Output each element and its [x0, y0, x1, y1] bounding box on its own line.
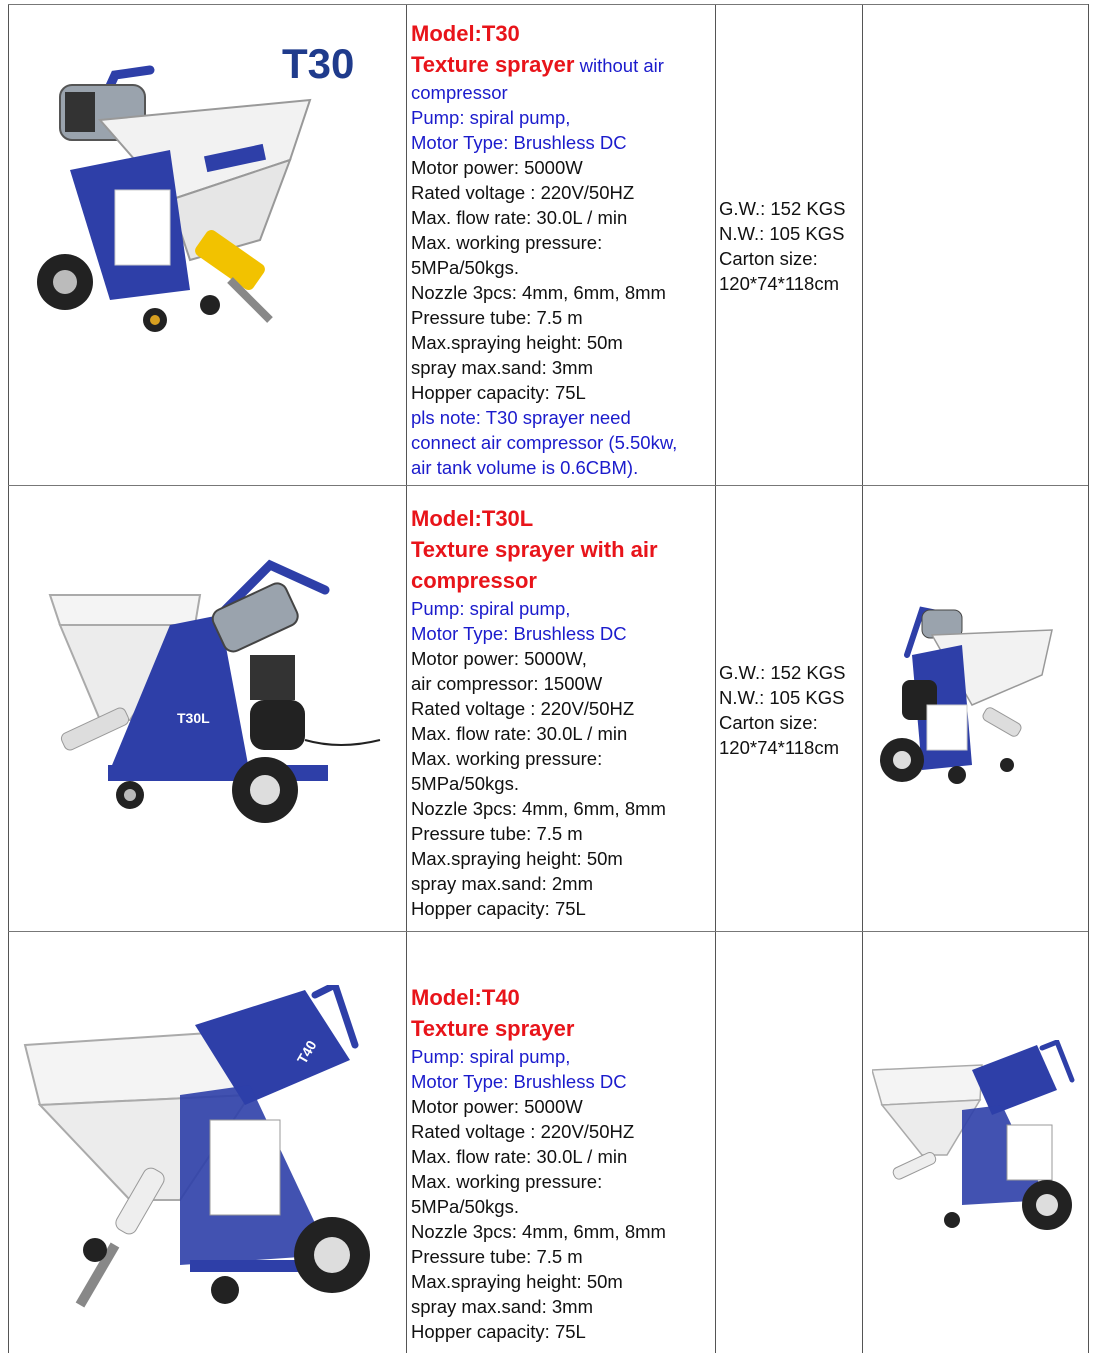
- note-line: pls note: T30 sprayer need: [411, 407, 631, 428]
- spec-text-t30: [411, 18, 711, 480]
- table-border-left: [8, 4, 9, 1353]
- spec-line: Motor power: 5000W,: [411, 648, 587, 669]
- spec-line: Pump: spiral pump,: [411, 1046, 571, 1067]
- spec-line: Max. working pressure:: [411, 1171, 603, 1192]
- spec-line: Max. flow rate: 30.0L / min: [411, 723, 628, 744]
- column-divider: [406, 4, 407, 1353]
- product-type: Texture sprayer: [411, 1016, 575, 1041]
- spec-line: Rated voltage : 220V/50HZ: [411, 698, 635, 719]
- spec-line: Max. working pressure:: [411, 748, 603, 769]
- packing-info-t30: [719, 196, 859, 296]
- spec-line: Motor Type: Brushless DC: [411, 1071, 627, 1092]
- spec-line: Motor power: 5000W: [411, 157, 583, 178]
- spec-line: Hopper capacity: 75L: [411, 1321, 586, 1342]
- model-label-t30l: T30L: [177, 710, 210, 726]
- spec-line: Max.spraying height: 50m: [411, 1271, 623, 1292]
- product-type-note: without air: [574, 55, 664, 76]
- model-label-t40: T40: [293, 1037, 320, 1067]
- product-type-line: [411, 49, 711, 80]
- column-divider: [715, 4, 716, 1353]
- note-line: air tank volume is 0.6CBM).: [411, 457, 639, 478]
- row-divider: [8, 4, 1088, 5]
- spec-line: Nozzle 3pcs: 4mm, 6mm, 8mm: [411, 1221, 666, 1242]
- spec-text-t30l: [411, 503, 711, 921]
- product-photo-t40-alt: [872, 1040, 1082, 1240]
- spec-line: 5MPa/50kgs.: [411, 773, 519, 794]
- spec-line: Hopper capacity: 75L: [411, 382, 586, 403]
- column-divider: [862, 4, 863, 1353]
- model-label-t30: T30: [282, 40, 355, 87]
- product-photo-t30l: [20, 555, 390, 845]
- spec-line: Rated voltage : 220V/50HZ: [411, 182, 635, 203]
- gross-weight: G.W.: 152 KGS: [719, 198, 846, 219]
- product-type: compressor: [411, 568, 537, 593]
- net-weight: N.W.: 105 KGS: [719, 223, 845, 244]
- model-title: Model:T30: [411, 21, 520, 46]
- spec-line: spray max.sand: 2mm: [411, 873, 593, 894]
- spec-line: 5MPa/50kgs.: [411, 257, 519, 278]
- spec-line: Rated voltage : 220V/50HZ: [411, 1121, 635, 1142]
- carton-size-value: 120*74*118cm: [719, 273, 839, 294]
- model-title: Model:T30L: [411, 506, 534, 531]
- spec-line: Max. flow rate: 30.0L / min: [411, 1146, 628, 1167]
- spec-line: Pressure tube: 7.5 m: [411, 823, 583, 844]
- row-divider: [8, 485, 1088, 486]
- spec-line: 5MPa/50kgs.: [411, 1196, 519, 1217]
- product-type: Texture sprayer: [411, 52, 575, 77]
- spec-line: Max.spraying height: 50m: [411, 332, 623, 353]
- model-title: Model:T40: [411, 985, 520, 1010]
- spec-line: air compressor: 1500W: [411, 673, 603, 694]
- spec-line: Pressure tube: 7.5 m: [411, 1246, 583, 1267]
- spec-line: compressor: [411, 82, 508, 103]
- row-divider: [8, 931, 1088, 932]
- spec-line: Max.spraying height: 50m: [411, 848, 623, 869]
- spec-line: Pump: spiral pump,: [411, 598, 571, 619]
- note-line: connect air compressor (5.50kw,: [411, 432, 678, 453]
- spec-line: Motor Type: Brushless DC: [411, 623, 627, 644]
- packing-info-t30l: [719, 660, 859, 760]
- spec-line: Pressure tube: 7.5 m: [411, 307, 583, 328]
- carton-size-label: Carton size:: [719, 712, 818, 733]
- product-photo-t40: [20, 985, 390, 1335]
- spec-text-t40: [411, 982, 711, 1344]
- spec-line: Pump: spiral pump,: [411, 107, 571, 128]
- spec-line: Nozzle 3pcs: 4mm, 6mm, 8mm: [411, 798, 666, 819]
- spec-line: spray max.sand: 3mm: [411, 357, 593, 378]
- product-type: Texture sprayer with air: [411, 537, 658, 562]
- spec-line: Motor power: 5000W: [411, 1096, 583, 1117]
- spec-line: Motor Type: Brushless DC: [411, 132, 627, 153]
- spec-line: spray max.sand: 3mm: [411, 1296, 593, 1317]
- table-border-right: [1088, 4, 1089, 1353]
- spec-line: Hopper capacity: 75L: [411, 898, 586, 919]
- product-photo-t30: [20, 20, 380, 360]
- net-weight: N.W.: 105 KGS: [719, 687, 845, 708]
- spec-line: Max. flow rate: 30.0L / min: [411, 207, 628, 228]
- product-photo-t30l-alt: [872, 595, 1082, 815]
- gross-weight: G.W.: 152 KGS: [719, 662, 846, 683]
- carton-size-label: Carton size:: [719, 248, 818, 269]
- carton-size-value: 120*74*118cm: [719, 737, 839, 758]
- spec-line: Nozzle 3pcs: 4mm, 6mm, 8mm: [411, 282, 666, 303]
- spec-line: Max. working pressure:: [411, 232, 603, 253]
